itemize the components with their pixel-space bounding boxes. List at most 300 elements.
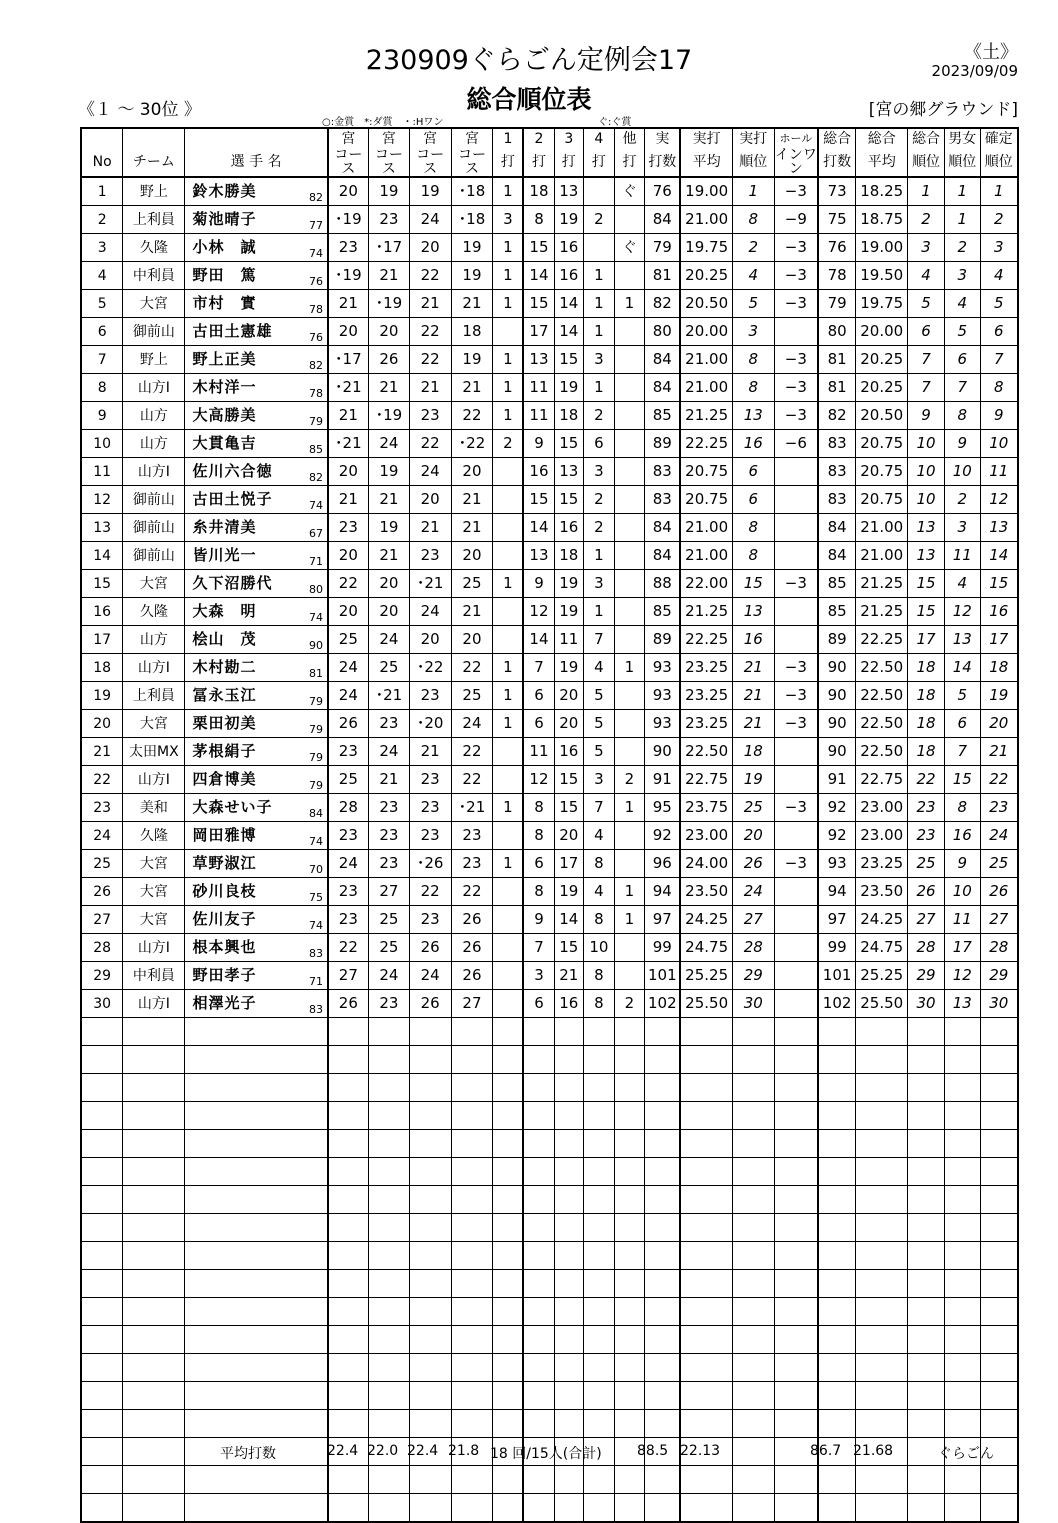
page-title: 230909ぐらごん定例会17 <box>365 45 693 76</box>
team-cell <box>123 1186 185 1214</box>
total-rank-cell <box>908 1354 945 1382</box>
stroke-count-cell <box>493 1354 524 1382</box>
gender-rank-cell: 6 <box>944 346 980 374</box>
table-row <box>81 1494 1018 1523</box>
age-cell: 83 <box>305 934 327 962</box>
course-score-cell: 23 <box>328 234 369 262</box>
course-score-cell <box>328 1494 369 1523</box>
course-score-cell: 23 <box>368 710 409 738</box>
actual-strokes-cell: 93 <box>645 654 681 682</box>
footer-total-strokes: 86.7 <box>810 1443 842 1459</box>
rank-no-cell: 24 <box>81 822 123 850</box>
player-name-cell: 糸井清美 <box>185 514 305 542</box>
total-strokes-cell: 90 <box>818 682 856 710</box>
table-row <box>81 710 1018 738</box>
actual-rank-cell <box>732 1410 774 1438</box>
table-row <box>81 766 1018 794</box>
total-avg-cell: 21.00 <box>856 542 908 570</box>
course-score-cell: 22 <box>409 430 451 458</box>
stroke-count-cell: 15 <box>554 934 584 962</box>
total-avg-cell <box>856 1074 908 1102</box>
player-name-cell <box>185 1214 305 1242</box>
stroke-count-cell: 1 <box>584 542 615 570</box>
actual-strokes-cell <box>645 1326 681 1354</box>
stroke-count-cell <box>493 1074 524 1102</box>
team-cell <box>123 1354 185 1382</box>
stroke-count-cell <box>493 1046 524 1074</box>
table-row <box>81 1466 1018 1494</box>
course-score-cell: ･19 <box>368 402 409 430</box>
age-cell <box>305 1102 327 1130</box>
player-name-cell <box>185 1046 305 1074</box>
actual-rank-cell <box>732 1186 774 1214</box>
stroke-count-cell <box>523 1354 554 1382</box>
gender-rank-cell: 7 <box>944 738 980 766</box>
rank-no-cell: 5 <box>81 290 123 318</box>
rank-no-cell: 11 <box>81 458 123 486</box>
course-score-cell: 22 <box>451 402 493 430</box>
course-score-cell: 27 <box>328 962 369 990</box>
stroke-count-cell <box>584 1214 615 1242</box>
stroke-count-cell: 14 <box>554 318 584 346</box>
stroke-count-cell <box>493 598 524 626</box>
stroke-count-cell: 8 <box>584 962 615 990</box>
stroke-count-cell: 3 <box>523 962 554 990</box>
hole-in-one-cell <box>774 1102 818 1130</box>
total-avg-cell: 23.00 <box>856 794 908 822</box>
stroke-count-cell <box>493 990 524 1018</box>
player-name-cell: 岡田雅博 <box>185 822 305 850</box>
rank-no-cell <box>81 1214 123 1242</box>
course-score-cell <box>368 1158 409 1186</box>
total-strokes-cell: 84 <box>818 542 856 570</box>
total-strokes-cell: 76 <box>818 234 856 262</box>
course-score-cell: 20 <box>368 570 409 598</box>
stroke-count-cell <box>614 934 645 962</box>
actual-rank-cell: 20 <box>732 822 774 850</box>
total-rank-cell: 10 <box>908 486 945 514</box>
final-rank-cell <box>980 1494 1018 1523</box>
hole-in-one-cell <box>774 458 818 486</box>
final-rank-cell: 26 <box>980 878 1018 906</box>
stroke-count-cell: 1 <box>493 177 524 206</box>
course-score-cell: 21 <box>328 290 369 318</box>
actual-avg-cell: 19.00 <box>680 177 732 206</box>
total-strokes-cell <box>818 1102 856 1130</box>
final-rank-cell <box>980 1270 1018 1298</box>
total-avg-cell <box>856 1242 908 1270</box>
stroke-count-cell <box>584 1354 615 1382</box>
team-cell: 山方 <box>123 430 185 458</box>
course-score-cell: 20 <box>451 626 493 654</box>
stroke-count-cell: 2 <box>584 486 615 514</box>
hole-in-one-cell <box>774 1242 818 1270</box>
player-name-cell <box>185 1130 305 1158</box>
stroke-count-cell: 14 <box>523 514 554 542</box>
course-score-cell: 23 <box>328 878 369 906</box>
stroke-count-cell <box>523 1298 554 1326</box>
actual-rank-cell: 27 <box>732 906 774 934</box>
legend-gu-award: ぐ:ぐ賞 <box>598 117 632 128</box>
actual-strokes-cell <box>645 1186 681 1214</box>
total-strokes-cell <box>818 1494 856 1523</box>
actual-rank-cell: 21 <box>732 682 774 710</box>
table-row <box>81 290 1018 318</box>
course-score-cell: 20 <box>328 458 369 486</box>
stroke-count-cell: 1 <box>614 794 645 822</box>
course-score-cell: ･17 <box>368 234 409 262</box>
stroke-count-cell: 11 <box>523 402 554 430</box>
course-score-cell <box>328 1382 369 1410</box>
course-score-cell <box>409 1354 451 1382</box>
stroke-count-cell <box>584 1298 615 1326</box>
actual-strokes-cell: 84 <box>645 346 681 374</box>
player-name-cell: 市村 實 <box>185 290 305 318</box>
stroke-count-cell <box>584 1186 615 1214</box>
total-avg-cell: 22.50 <box>856 682 908 710</box>
course-score-cell: 22 <box>409 262 451 290</box>
total-avg-cell <box>856 1158 908 1186</box>
table-row <box>81 1018 1018 1046</box>
total-avg-cell: 23.25 <box>856 850 908 878</box>
stroke-count-cell: 12 <box>523 766 554 794</box>
actual-avg-cell: 24.25 <box>680 906 732 934</box>
course-score-cell: ･21 <box>328 374 369 402</box>
col-head-top-19: 男女 <box>944 128 980 148</box>
age-cell: 71 <box>305 962 327 990</box>
course-score-cell: 20 <box>368 318 409 346</box>
stroke-count-cell: 1 <box>493 654 524 682</box>
total-rank-cell: 1 <box>908 177 945 206</box>
team-cell: 美和 <box>123 794 185 822</box>
course-score-cell: 23 <box>409 766 451 794</box>
age-cell: 82 <box>305 458 327 486</box>
course-score-cell: 21 <box>451 374 493 402</box>
stroke-count-cell <box>493 878 524 906</box>
table-body <box>81 177 1018 1522</box>
course-score-cell: 20 <box>409 626 451 654</box>
rank-no-cell: 18 <box>81 654 123 682</box>
actual-rank-cell <box>732 1354 774 1382</box>
actual-strokes-cell: 95 <box>645 794 681 822</box>
total-avg-cell: 25.25 <box>856 962 908 990</box>
stroke-count-cell: 8 <box>523 794 554 822</box>
stroke-count-cell: 16 <box>554 234 584 262</box>
course-score-cell: 22 <box>451 766 493 794</box>
course-score-cell: ･21 <box>451 794 493 822</box>
stroke-count-cell: 3 <box>584 458 615 486</box>
team-cell <box>123 1074 185 1102</box>
course-score-cell: 20 <box>451 542 493 570</box>
stroke-count-cell <box>493 1410 524 1438</box>
total-avg-cell: 20.25 <box>856 346 908 374</box>
gender-rank-cell <box>944 1242 980 1270</box>
table-row <box>81 177 1018 206</box>
player-name-cell: 草野淑江 <box>185 850 305 878</box>
hole-in-one-cell <box>774 990 818 1018</box>
actual-strokes-cell <box>645 1270 681 1298</box>
gender-rank-cell <box>944 1410 980 1438</box>
table-row <box>81 570 1018 598</box>
player-name-cell: 四倉博美 <box>185 766 305 794</box>
footer-averages <box>80 1443 1019 1463</box>
course-score-cell: 21 <box>368 766 409 794</box>
total-rank-cell <box>908 1298 945 1326</box>
col-head-8: 打 <box>523 148 554 177</box>
total-avg-cell: 21.00 <box>856 514 908 542</box>
team-cell <box>123 1130 185 1158</box>
actual-avg-cell: 20.50 <box>680 290 732 318</box>
gender-rank-cell <box>944 1130 980 1158</box>
stroke-count-cell <box>493 318 524 346</box>
stroke-count-cell <box>584 1074 615 1102</box>
total-rank-cell <box>908 1214 945 1242</box>
course-score-cell: 23 <box>409 402 451 430</box>
course-score-cell <box>368 1186 409 1214</box>
course-score-cell: 23 <box>328 738 369 766</box>
col-head-top-11: 他 <box>614 128 645 148</box>
course-score-cell: 19 <box>451 262 493 290</box>
hole-in-one-cell: −3 <box>774 850 818 878</box>
hole-in-one-cell <box>774 542 818 570</box>
age-cell <box>305 1186 327 1214</box>
actual-avg-cell <box>680 1074 732 1102</box>
footer-total-avg: 21.68 <box>853 1443 894 1459</box>
actual-avg-cell: 23.25 <box>680 654 732 682</box>
total-rank-cell: 23 <box>908 794 945 822</box>
final-rank-cell <box>980 1214 1018 1242</box>
course-score-cell <box>451 1270 493 1298</box>
actual-avg-cell <box>680 1270 732 1298</box>
stroke-count-cell <box>614 1242 645 1270</box>
final-rank-cell: 22 <box>980 766 1018 794</box>
total-strokes-cell: 102 <box>818 990 856 1018</box>
table-row <box>81 1074 1018 1102</box>
total-rank-cell: 3 <box>908 234 945 262</box>
gender-rank-cell <box>944 1382 980 1410</box>
player-name-cell: 古田土悦子 <box>185 486 305 514</box>
stroke-count-cell: 16 <box>554 738 584 766</box>
age-cell <box>305 1354 327 1382</box>
team-cell <box>123 1102 185 1130</box>
stroke-count-cell: 1 <box>493 682 524 710</box>
actual-avg-cell: 23.00 <box>680 822 732 850</box>
final-rank-cell: 20 <box>980 710 1018 738</box>
actual-avg-cell: 21.00 <box>680 206 732 234</box>
total-rank-cell: 13 <box>908 542 945 570</box>
table-row <box>81 794 1018 822</box>
total-rank-cell: 10 <box>908 458 945 486</box>
course-score-cell: 23 <box>409 794 451 822</box>
stroke-count-cell <box>523 1270 554 1298</box>
final-rank-cell <box>980 1186 1018 1214</box>
table-row <box>81 402 1018 430</box>
course-score-cell: 27 <box>451 990 493 1018</box>
team-cell: 上利員 <box>123 206 185 234</box>
stroke-count-cell <box>614 822 645 850</box>
total-strokes-cell <box>818 1270 856 1298</box>
actual-rank-cell: 21 <box>732 710 774 738</box>
course-score-cell <box>368 1046 409 1074</box>
actual-strokes-cell: 89 <box>645 626 681 654</box>
course-score-cell: 20 <box>328 318 369 346</box>
course-score-cell: 27 <box>368 878 409 906</box>
final-rank-cell: 9 <box>980 402 1018 430</box>
actual-rank-cell <box>732 1382 774 1410</box>
table-row <box>81 1410 1018 1438</box>
date-label: 2023/09/09 <box>931 62 1018 80</box>
total-strokes-cell <box>818 1466 856 1494</box>
gender-rank-cell <box>944 1102 980 1130</box>
course-score-cell <box>328 1466 369 1494</box>
gender-rank-cell: 1 <box>944 177 980 206</box>
team-cell: 山方Ⅰ <box>123 934 185 962</box>
course-score-cell: 24 <box>328 682 369 710</box>
age-cell: 71 <box>305 542 327 570</box>
course-score-cell: 21 <box>328 486 369 514</box>
table-row <box>81 234 1018 262</box>
course-score-cell: 22 <box>328 570 369 598</box>
team-cell: 野上 <box>123 177 185 206</box>
stroke-count-cell <box>493 822 524 850</box>
total-strokes-cell: 97 <box>818 906 856 934</box>
hole-in-one-cell <box>774 878 818 906</box>
stroke-count-cell <box>614 486 645 514</box>
total-rank-cell: 18 <box>908 654 945 682</box>
hole-in-one-cell <box>774 1130 818 1158</box>
col-head-top-6: 宮 <box>451 128 493 148</box>
actual-rank-cell <box>732 1130 774 1158</box>
footer-course2-avg: 22.0 <box>367 1443 399 1459</box>
col-head-4: コース <box>368 148 409 177</box>
hole-in-one-cell: −3 <box>774 570 818 598</box>
actual-avg-cell: 23.75 <box>680 794 732 822</box>
team-cell: 大宮 <box>123 906 185 934</box>
col-head-top-13: 実打 <box>680 128 732 148</box>
actual-avg-cell <box>680 1354 732 1382</box>
player-name-cell <box>185 1354 305 1382</box>
col-head-top-2 <box>185 128 328 148</box>
total-strokes-cell: 99 <box>818 934 856 962</box>
stroke-count-cell <box>584 1158 615 1186</box>
stroke-count-cell: 6 <box>523 850 554 878</box>
gender-rank-cell <box>944 1046 980 1074</box>
hole-in-one-cell <box>774 1494 818 1523</box>
stroke-count-cell: 13 <box>554 177 584 206</box>
stroke-count-cell <box>614 710 645 738</box>
player-name-cell: 大森せい子 <box>185 794 305 822</box>
rank-no-cell: 6 <box>81 318 123 346</box>
actual-avg-cell: 23.25 <box>680 710 732 738</box>
gender-rank-cell <box>944 1018 980 1046</box>
course-score-cell: 23 <box>328 514 369 542</box>
final-rank-cell <box>980 1242 1018 1270</box>
age-cell <box>305 1018 327 1046</box>
actual-avg-cell: 20.75 <box>680 458 732 486</box>
total-strokes-cell: 80 <box>818 318 856 346</box>
age-cell: 82 <box>305 177 327 206</box>
age-cell: 85 <box>305 430 327 458</box>
course-score-cell: 22 <box>451 654 493 682</box>
total-strokes-cell: 83 <box>818 430 856 458</box>
hole-in-one-cell <box>774 626 818 654</box>
table-row <box>81 850 1018 878</box>
player-name-cell: 鈴木勝美 <box>185 177 305 206</box>
stroke-count-cell: 1 <box>614 878 645 906</box>
final-rank-cell: 4 <box>980 262 1018 290</box>
stroke-count-cell: 8 <box>523 822 554 850</box>
team-cell: 大宮 <box>123 878 185 906</box>
player-name-cell: 小林 誠 <box>185 234 305 262</box>
course-score-cell: 23 <box>409 542 451 570</box>
age-cell <box>305 1466 327 1494</box>
total-rank-cell: 29 <box>908 962 945 990</box>
final-rank-cell: 28 <box>980 934 1018 962</box>
course-score-cell <box>409 1326 451 1354</box>
stroke-count-cell: 17 <box>554 850 584 878</box>
course-score-cell <box>328 1018 369 1046</box>
stroke-count-cell <box>493 766 524 794</box>
total-rank-cell: 18 <box>908 710 945 738</box>
stroke-count-cell <box>614 1074 645 1102</box>
total-strokes-cell <box>818 1354 856 1382</box>
course-score-cell <box>451 1046 493 1074</box>
rank-no-cell <box>81 1354 123 1382</box>
actual-rank-cell <box>732 1158 774 1186</box>
stroke-count-cell <box>614 1270 645 1298</box>
total-avg-cell: 19.50 <box>856 262 908 290</box>
actual-strokes-cell: 99 <box>645 934 681 962</box>
total-rank-cell: 10 <box>908 430 945 458</box>
course-score-cell <box>409 1158 451 1186</box>
team-cell: 中利員 <box>123 262 185 290</box>
actual-strokes-cell <box>645 1130 681 1158</box>
table-row <box>81 1102 1018 1130</box>
col-head-top-7: 1 <box>493 128 524 148</box>
total-avg-cell: 23.00 <box>856 822 908 850</box>
gender-rank-cell: 9 <box>944 850 980 878</box>
final-rank-cell: 14 <box>980 542 1018 570</box>
gender-rank-cell: 3 <box>944 262 980 290</box>
stroke-count-cell: 1 <box>493 850 524 878</box>
actual-rank-cell: 25 <box>732 794 774 822</box>
gender-rank-cell <box>944 1074 980 1102</box>
final-rank-cell <box>980 1158 1018 1186</box>
player-name-cell: 栗田初美 <box>185 710 305 738</box>
stroke-count-cell: 7 <box>584 626 615 654</box>
course-score-cell: 26 <box>451 934 493 962</box>
page-subtitle: 総合順位表 <box>466 85 592 114</box>
total-strokes-cell <box>818 1242 856 1270</box>
hole-in-one-cell <box>774 1186 818 1214</box>
stroke-count-cell <box>554 1046 584 1074</box>
player-name-cell: 皆川光一 <box>185 542 305 570</box>
rank-no-cell: 1 <box>81 177 123 206</box>
age-cell <box>305 1074 327 1102</box>
team-cell <box>123 1242 185 1270</box>
footer-course3-avg: 22.4 <box>407 1443 439 1459</box>
total-avg-cell: 24.75 <box>856 934 908 962</box>
gender-rank-cell: 10 <box>944 458 980 486</box>
col-head-5: コース <box>409 148 451 177</box>
gender-rank-cell: 15 <box>944 766 980 794</box>
actual-strokes-cell: 91 <box>645 766 681 794</box>
course-score-cell <box>409 1214 451 1242</box>
total-strokes-cell: 89 <box>818 626 856 654</box>
rank-no-cell: 27 <box>81 906 123 934</box>
stroke-count-cell: 10 <box>584 934 615 962</box>
table-row <box>81 1242 1018 1270</box>
